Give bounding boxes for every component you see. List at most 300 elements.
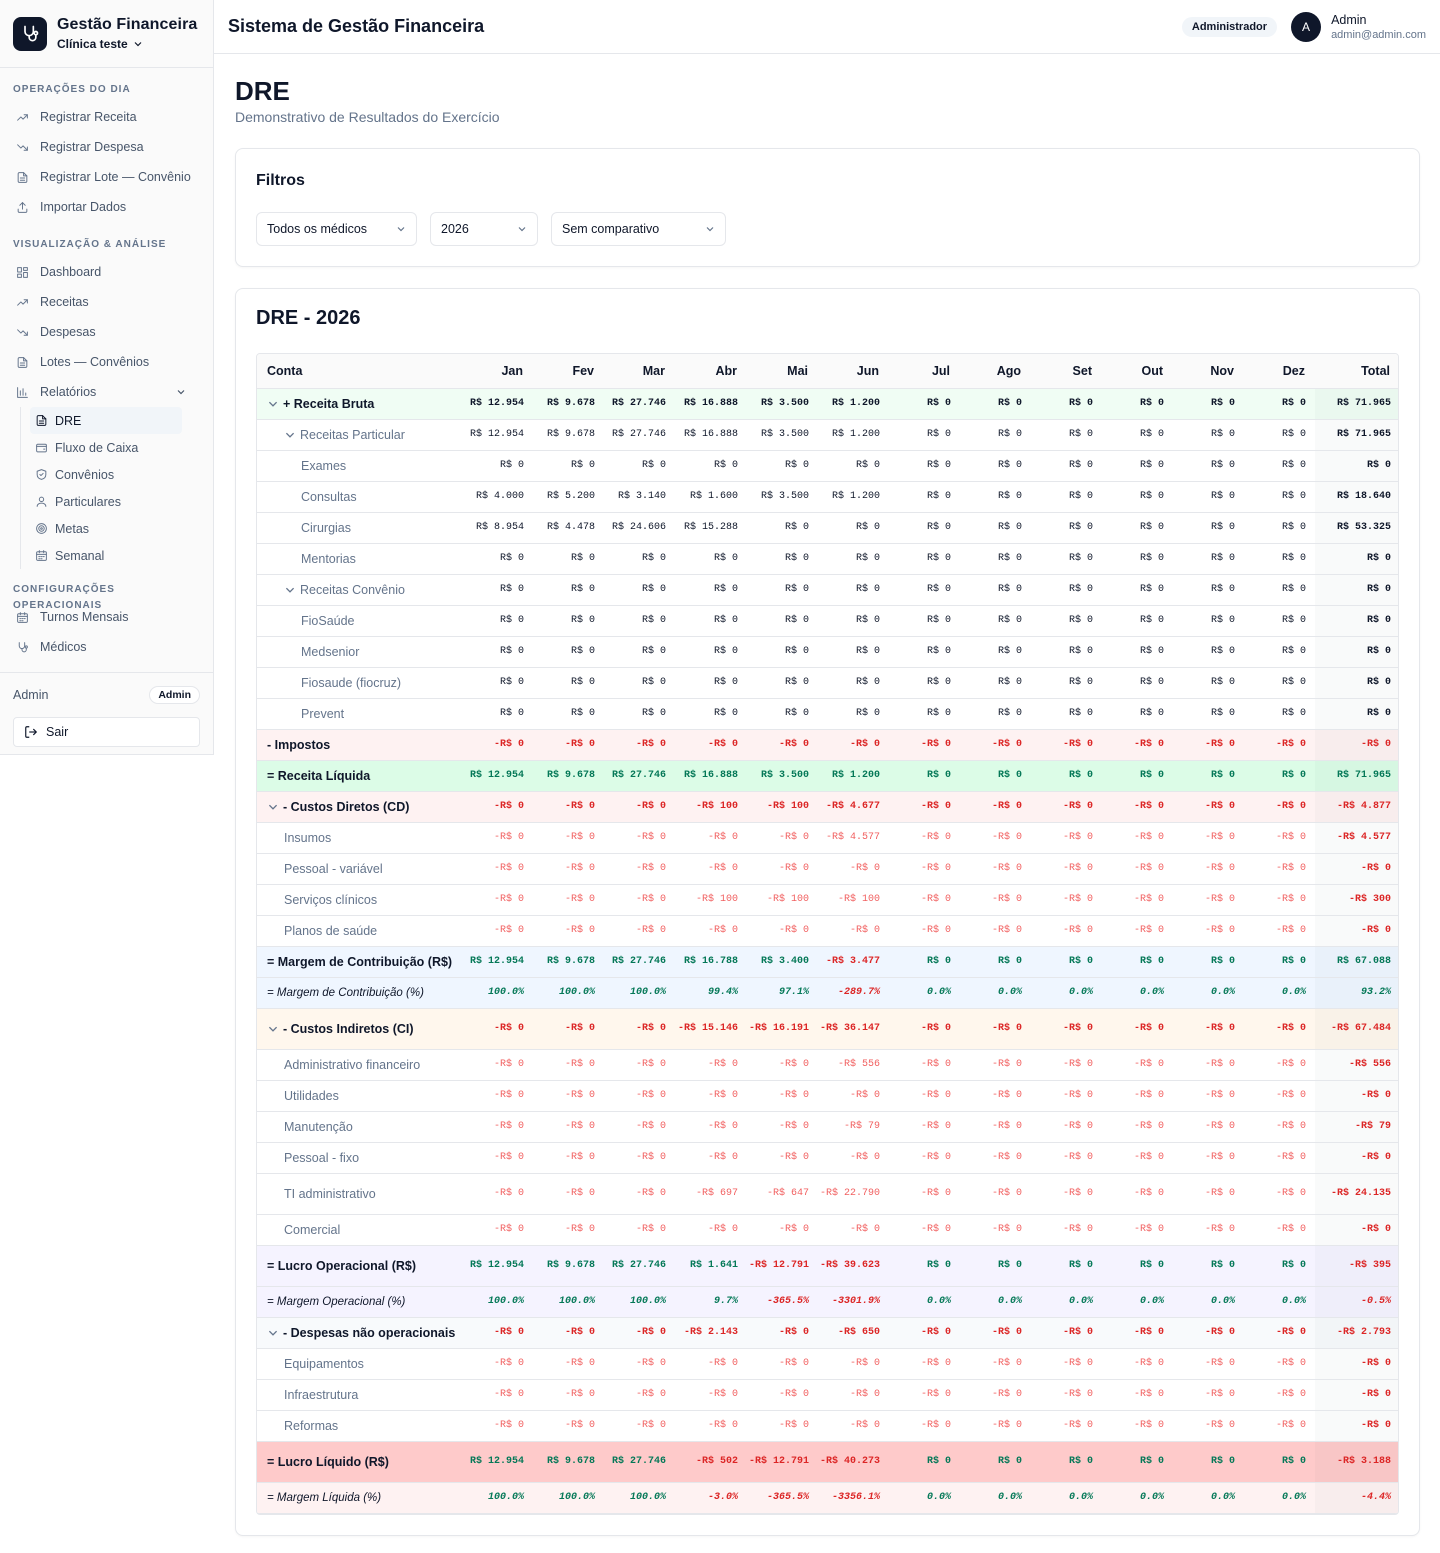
total-cell: R$ 0 (1315, 605, 1399, 636)
value-cell: -R$ 0 (960, 1317, 1031, 1348)
year-select[interactable] (430, 212, 538, 246)
value-cell: -R$ 0 (604, 1111, 675, 1142)
total-cell: -R$ 4.577 (1315, 822, 1399, 853)
row-label: Pessoal - fixo (284, 1150, 360, 1165)
value-cell: 100.0% (459, 1482, 533, 1513)
trending-down-icon (16, 141, 29, 154)
value-cell: 0.0% (1173, 1482, 1244, 1513)
value-cell: -R$ 0 (533, 1317, 604, 1348)
table-row (257, 946, 1399, 977)
value-cell: R$ 0 (747, 667, 818, 698)
row-label: Receitas Particular (300, 427, 405, 442)
value-cell: 0.0% (1244, 977, 1315, 1008)
value-cell: R$ 0 (1244, 1441, 1315, 1482)
user-info[interactable] (1331, 13, 1426, 41)
footer-role-badge: Admin (149, 686, 200, 704)
value-cell: -R$ 4.577 (818, 822, 889, 853)
chevron-down-icon[interactable] (284, 584, 296, 596)
sidebar-subitem-dre[interactable] (30, 407, 182, 434)
value-cell: -R$ 0 (459, 1214, 533, 1245)
column-header-jul: Jul (889, 354, 960, 388)
row-label: = Margem de Contribuição (R$) (267, 954, 453, 969)
table-row (257, 605, 1399, 636)
value-cell: 0.0% (889, 1286, 960, 1317)
value-cell: -R$ 0 (818, 1379, 889, 1410)
total-cell: -R$ 0 (1315, 1348, 1399, 1379)
column-header-ago: Ago (960, 354, 1031, 388)
value-cell: -R$ 0 (1244, 1080, 1315, 1111)
value-cell: R$ 0 (889, 667, 960, 698)
value-cell: R$ 0 (675, 574, 747, 605)
value-cell: -R$ 22.790 (818, 1173, 889, 1214)
row-label: Planos de saúde (284, 923, 378, 938)
row-label: = Margem Líquida (%) (267, 1491, 382, 1504)
row-label-cell (257, 419, 459, 450)
table-row[interactable] (257, 1008, 1399, 1049)
value-cell: R$ 0 (604, 636, 675, 667)
value-cell: 9.7% (675, 1286, 747, 1317)
value-cell: R$ 0 (889, 419, 960, 450)
value-cell: R$ 0 (1102, 1245, 1173, 1286)
value-cell: R$ 3.400 (747, 946, 818, 977)
value-cell: -R$ 0 (960, 915, 1031, 946)
value-cell: R$ 27.746 (604, 1441, 675, 1482)
value-cell: -R$ 0 (1102, 1142, 1173, 1173)
target-icon (35, 522, 48, 535)
value-cell: -R$ 0 (889, 1348, 960, 1379)
row-label: Reformas (284, 1418, 339, 1433)
value-cell: -R$ 0 (1102, 1348, 1173, 1379)
row-label-cell (257, 388, 459, 419)
value-cell: -R$ 0 (675, 1142, 747, 1173)
value-cell: R$ 0 (1244, 946, 1315, 977)
value-cell: -R$ 16.191 (747, 1008, 818, 1049)
value-cell: R$ 1.200 (818, 760, 889, 791)
clinic-selector[interactable] (57, 37, 197, 51)
value-cell: -R$ 0 (747, 1214, 818, 1245)
value-cell: R$ 0 (1031, 512, 1102, 543)
table-row (257, 760, 1399, 791)
sidebar-item-receitas[interactable] (0, 287, 213, 317)
value-cell: -R$ 0 (960, 1111, 1031, 1142)
value-cell: -R$ 0 (1173, 1348, 1244, 1379)
row-label: + Receita Bruta (283, 396, 375, 411)
value-cell: -R$ 0 (1031, 1214, 1102, 1245)
value-cell: R$ 12.954 (459, 388, 533, 419)
value-cell: -R$ 0 (1031, 1008, 1102, 1049)
chevron-down-icon[interactable] (267, 1023, 279, 1035)
value-cell: R$ 0 (889, 481, 960, 512)
value-cell: -R$ 502 (675, 1441, 747, 1482)
value-cell: 0.0% (1031, 1482, 1102, 1513)
grid-icon (16, 266, 29, 279)
value-cell: -R$ 0 (459, 1173, 533, 1214)
value-cell: R$ 0 (889, 512, 960, 543)
sidebar-item-registrar-lote-convenio[interactable] (0, 162, 213, 192)
value-cell: -R$ 0 (1102, 1379, 1173, 1410)
value-cell: R$ 3.500 (747, 481, 818, 512)
value-cell: -R$ 0 (533, 1049, 604, 1080)
table-row[interactable] (257, 1317, 1399, 1348)
row-label: Consultas (301, 489, 357, 504)
trending-up-icon (16, 296, 29, 309)
value-cell: -R$ 3.477 (818, 946, 889, 977)
value-cell: -R$ 0 (604, 1379, 675, 1410)
value-cell: -R$ 0 (1102, 1080, 1173, 1111)
value-cell: R$ 0 (1102, 419, 1173, 450)
row-label-cell (257, 946, 459, 977)
value-cell: -R$ 0 (747, 822, 818, 853)
sidebar-subitem-label: Particulares (55, 494, 121, 509)
row-label: Infraestrutura (284, 1387, 359, 1402)
value-cell: R$ 0 (1244, 450, 1315, 481)
table-row[interactable] (257, 791, 1399, 822)
value-cell: -R$ 0 (533, 1379, 604, 1410)
value-cell: -R$ 0 (960, 1410, 1031, 1441)
value-cell: -R$ 0 (1102, 1317, 1173, 1348)
sidebar-item-despesas[interactable] (0, 317, 213, 347)
value-cell: R$ 16.888 (675, 760, 747, 791)
value-cell: R$ 24.606 (604, 512, 675, 543)
total-cell: R$ 0 (1315, 450, 1399, 481)
value-cell: R$ 0 (1244, 1245, 1315, 1286)
value-cell: -R$ 0 (747, 1348, 818, 1379)
table-row (257, 698, 1399, 729)
column-header-dez: Dez (1244, 354, 1315, 388)
value-cell: -R$ 0 (1244, 1379, 1315, 1410)
value-cell: -R$ 0 (960, 791, 1031, 822)
value-cell: -R$ 0 (960, 1049, 1031, 1080)
value-cell: -R$ 0 (604, 1214, 675, 1245)
sidebar-item-importar-dados[interactable] (0, 192, 213, 222)
value-cell: -R$ 0 (889, 1317, 960, 1348)
value-cell: -3.0% (675, 1482, 747, 1513)
value-cell: -R$ 79 (818, 1111, 889, 1142)
value-cell: -R$ 0 (960, 822, 1031, 853)
value-cell: R$ 0 (889, 1441, 960, 1482)
row-label-cell (257, 1214, 459, 1245)
value-cell: R$ 0 (818, 667, 889, 698)
value-cell: 0.0% (889, 1482, 960, 1513)
row-label-cell (257, 977, 459, 1008)
value-cell: R$ 0 (889, 450, 960, 481)
value-cell: -R$ 0 (1173, 1379, 1244, 1410)
value-cell: R$ 4.000 (459, 481, 533, 512)
row-label: - Custos Diretos (CD) (283, 799, 410, 814)
chevron-down-icon[interactable] (284, 429, 296, 441)
value-cell: R$ 0 (533, 636, 604, 667)
value-cell: -R$ 100 (818, 884, 889, 915)
value-cell: -R$ 0 (818, 1410, 889, 1441)
chevron-down-icon[interactable] (267, 801, 279, 813)
total-cell: R$ 0 (1315, 574, 1399, 605)
table-row (257, 543, 1399, 574)
value-cell: -R$ 0 (889, 822, 960, 853)
row-label-cell (257, 1245, 459, 1286)
page-subtitle: Demonstrativo de Resultados do Exercício (235, 109, 500, 125)
value-cell: -R$ 0 (1102, 1214, 1173, 1245)
value-cell: 100.0% (604, 1286, 675, 1317)
value-cell: -R$ 0 (960, 1173, 1031, 1214)
value-cell: -R$ 0 (1173, 853, 1244, 884)
footer-user-name: Admin (13, 688, 49, 702)
sidebar-item-medicos[interactable] (0, 632, 213, 662)
sidebar-subitem-metas[interactable] (30, 515, 213, 542)
compare-select[interactable] (551, 212, 726, 246)
table-row (257, 1142, 1399, 1173)
table-row (257, 1049, 1399, 1080)
value-cell: -R$ 12.791 (747, 1441, 818, 1482)
total-cell: -R$ 0 (1315, 853, 1399, 884)
value-cell: -365.5% (747, 1286, 818, 1317)
value-cell: -R$ 0 (459, 822, 533, 853)
value-cell: -R$ 0 (604, 1410, 675, 1441)
value-cell: -R$ 0 (818, 853, 889, 884)
value-cell: R$ 1.200 (818, 419, 889, 450)
total-cell: -R$ 4.877 (1315, 791, 1399, 822)
row-label-cell (257, 1173, 459, 1214)
value-cell: -R$ 0 (675, 1410, 747, 1441)
nav-section-title: VISUALIZAÇÃO & ANÁLISE (13, 239, 167, 250)
row-label-cell (257, 853, 459, 884)
table-row (257, 1286, 1399, 1317)
calendar-icon (16, 611, 29, 624)
value-cell: R$ 0 (889, 946, 960, 977)
sidebar-item-label: Relatórios (40, 385, 97, 399)
value-cell: R$ 0 (1031, 450, 1102, 481)
value-cell: R$ 0 (889, 388, 960, 419)
value-cell: -R$ 0 (889, 915, 960, 946)
value-cell: -R$ 0 (1102, 822, 1173, 853)
total-cell: -R$ 556 (1315, 1049, 1399, 1080)
value-cell: -R$ 0 (1173, 1142, 1244, 1173)
value-cell: R$ 12.954 (459, 1245, 533, 1286)
total-cell: -R$ 0 (1315, 915, 1399, 946)
sidebar-item-lotes-convenios[interactable] (0, 347, 213, 377)
value-cell: R$ 27.746 (604, 946, 675, 977)
total-cell: -0.5% (1315, 1286, 1399, 1317)
value-cell: 100.0% (604, 977, 675, 1008)
value-cell: R$ 0 (459, 636, 533, 667)
chevron-down-icon[interactable] (267, 398, 279, 410)
value-cell: R$ 3.500 (747, 388, 818, 419)
table-row[interactable] (257, 388, 1399, 419)
value-cell: -R$ 0 (604, 791, 675, 822)
row-label-cell (257, 1348, 459, 1379)
value-cell: -R$ 0 (960, 1142, 1031, 1173)
value-cell: -R$ 0 (533, 1008, 604, 1049)
filters-card (235, 148, 1420, 267)
sidebar-subitem-particulares[interactable] (30, 488, 213, 515)
column-header-fev: Fev (533, 354, 604, 388)
value-cell: -R$ 0 (1244, 915, 1315, 946)
value-cell: -R$ 0 (459, 1348, 533, 1379)
avatar[interactable]: A (1291, 12, 1321, 42)
total-cell: R$ 71.965 (1315, 419, 1399, 450)
table-row[interactable] (257, 574, 1399, 605)
value-cell: -R$ 0 (533, 853, 604, 884)
value-cell: -R$ 0 (1173, 915, 1244, 946)
total-cell: R$ 0 (1315, 667, 1399, 698)
sidebar-item-registrar-receita[interactable] (0, 102, 213, 132)
value-cell: R$ 0 (1173, 450, 1244, 481)
chevron-down-icon[interactable] (267, 1327, 279, 1339)
value-cell: R$ 0 (747, 605, 818, 636)
value-cell: -R$ 0 (1031, 1410, 1102, 1441)
value-cell: -R$ 0 (747, 853, 818, 884)
value-cell: -R$ 0 (818, 729, 889, 760)
value-cell: R$ 0 (1173, 388, 1244, 419)
value-cell: -R$ 0 (675, 1111, 747, 1142)
table-header-row (257, 354, 1399, 388)
row-label-cell (257, 1049, 459, 1080)
value-cell: -R$ 0 (1031, 1348, 1102, 1379)
value-cell: -R$ 12.791 (747, 1245, 818, 1286)
filters-title: Filtros (256, 172, 305, 189)
value-cell: R$ 0 (1173, 512, 1244, 543)
row-label-cell (257, 450, 459, 481)
sidebar-subitem-label: Convênios (55, 467, 115, 482)
logout-button[interactable] (13, 717, 200, 747)
file-text-icon (16, 171, 29, 184)
value-cell: -R$ 0 (747, 729, 818, 760)
value-cell: -R$ 0 (1031, 791, 1102, 822)
value-cell: R$ 0 (818, 698, 889, 729)
value-cell: -R$ 0 (459, 729, 533, 760)
table-row[interactable] (257, 419, 1399, 450)
value-cell: R$ 0 (1031, 419, 1102, 450)
value-cell: -R$ 0 (1031, 1049, 1102, 1080)
value-cell: -R$ 0 (459, 1410, 533, 1441)
value-cell: R$ 0 (960, 760, 1031, 791)
value-cell: 99.4% (675, 977, 747, 1008)
value-cell: 100.0% (533, 1286, 604, 1317)
value-cell: -R$ 36.147 (818, 1008, 889, 1049)
value-cell: -R$ 0 (1031, 729, 1102, 760)
chevron-down-icon (133, 39, 143, 49)
sidebar-item-label: Despesas (40, 325, 96, 339)
table-row (257, 853, 1399, 884)
value-cell: -R$ 0 (1244, 884, 1315, 915)
row-label-cell (257, 698, 459, 729)
value-cell: -R$ 0 (1173, 884, 1244, 915)
value-cell: -R$ 0 (818, 1142, 889, 1173)
total-cell: -R$ 0 (1315, 1410, 1399, 1441)
sidebar-item-dashboard[interactable] (0, 257, 213, 287)
row-label: Administrativo financeiro (284, 1057, 421, 1072)
total-cell: -R$ 395 (1315, 1245, 1399, 1286)
sidebar-item-label: Turnos Mensais (40, 610, 129, 624)
row-label-cell (257, 605, 459, 636)
value-cell: -R$ 0 (1102, 791, 1173, 822)
value-cell: -R$ 0 (459, 1111, 533, 1142)
value-cell: 0.0% (960, 1482, 1031, 1513)
value-cell: 0.0% (960, 977, 1031, 1008)
value-cell: -R$ 0 (747, 1080, 818, 1111)
row-label: Receitas Convênio (300, 582, 405, 597)
sidebar-subitem-fluxo-de-caixa[interactable] (30, 434, 213, 461)
row-label-cell (257, 1286, 459, 1317)
value-cell: -R$ 0 (1244, 1049, 1315, 1080)
row-label-cell (257, 1080, 459, 1111)
table-row (257, 1173, 1399, 1214)
table-row (257, 1441, 1399, 1482)
table-row (257, 915, 1399, 946)
value-cell: R$ 0 (1102, 946, 1173, 977)
value-cell: -R$ 0 (604, 853, 675, 884)
doctor-select[interactable] (256, 212, 417, 246)
sidebar-subitem-label: Semanal (55, 548, 105, 563)
total-cell: -R$ 0 (1315, 729, 1399, 760)
reports-submenu (20, 407, 213, 569)
value-cell: 100.0% (533, 1482, 604, 1513)
total-cell: R$ 67.088 (1315, 946, 1399, 977)
value-cell: R$ 12.954 (459, 419, 533, 450)
value-cell: -R$ 0 (533, 1348, 604, 1379)
total-cell: -R$ 0 (1315, 1142, 1399, 1173)
value-cell: R$ 0 (1102, 698, 1173, 729)
value-cell: 0.0% (889, 977, 960, 1008)
value-cell: -R$ 0 (889, 853, 960, 884)
value-cell: R$ 0 (459, 698, 533, 729)
value-cell: R$ 0 (1102, 760, 1173, 791)
value-cell: -R$ 0 (1102, 853, 1173, 884)
value-cell: -R$ 0 (889, 1049, 960, 1080)
total-cell: R$ 0 (1315, 636, 1399, 667)
sidebar-subitem-label: DRE (55, 413, 82, 428)
table-row (257, 1379, 1399, 1410)
sidebar-item-relatorios[interactable] (0, 377, 213, 407)
value-cell: 100.0% (459, 1286, 533, 1317)
value-cell: -R$ 0 (1244, 853, 1315, 884)
column-header-jun: Jun (818, 354, 889, 388)
value-cell: -R$ 0 (533, 915, 604, 946)
value-cell: R$ 0 (747, 636, 818, 667)
sidebar (0, 0, 214, 755)
row-label-cell (257, 1410, 459, 1441)
dre-table (257, 354, 1399, 1514)
value-cell: -R$ 0 (1173, 1317, 1244, 1348)
row-label-cell (257, 543, 459, 574)
value-cell: R$ 15.288 (675, 512, 747, 543)
total-cell: -R$ 300 (1315, 884, 1399, 915)
sidebar-subitem-convenios[interactable] (30, 461, 213, 488)
sidebar-item-registrar-despesa[interactable] (0, 132, 213, 162)
value-cell: R$ 0 (960, 419, 1031, 450)
value-cell: R$ 0 (747, 543, 818, 574)
value-cell: R$ 27.746 (604, 419, 675, 450)
value-cell: -R$ 0 (960, 729, 1031, 760)
sidebar-subitem-semanal[interactable] (30, 542, 213, 569)
row-label: FioSaúde (301, 613, 355, 628)
file-text-icon (16, 356, 29, 369)
value-cell: R$ 0 (1102, 512, 1173, 543)
dre-table-wrapper (256, 353, 1399, 1515)
value-cell: R$ 0 (960, 1441, 1031, 1482)
value-cell: -R$ 0 (747, 1317, 818, 1348)
row-label-cell (257, 1441, 459, 1482)
total-cell: R$ 71.965 (1315, 388, 1399, 419)
value-cell: -R$ 0 (604, 1317, 675, 1348)
value-cell: -R$ 0 (889, 1379, 960, 1410)
column-header-nov: Nov (1173, 354, 1244, 388)
value-cell: R$ 0 (1173, 667, 1244, 698)
table-row (257, 1111, 1399, 1142)
value-cell: -289.7% (818, 977, 889, 1008)
value-cell: R$ 0 (818, 512, 889, 543)
value-cell: -R$ 0 (1031, 1080, 1102, 1111)
value-cell: -R$ 0 (1102, 1410, 1173, 1441)
